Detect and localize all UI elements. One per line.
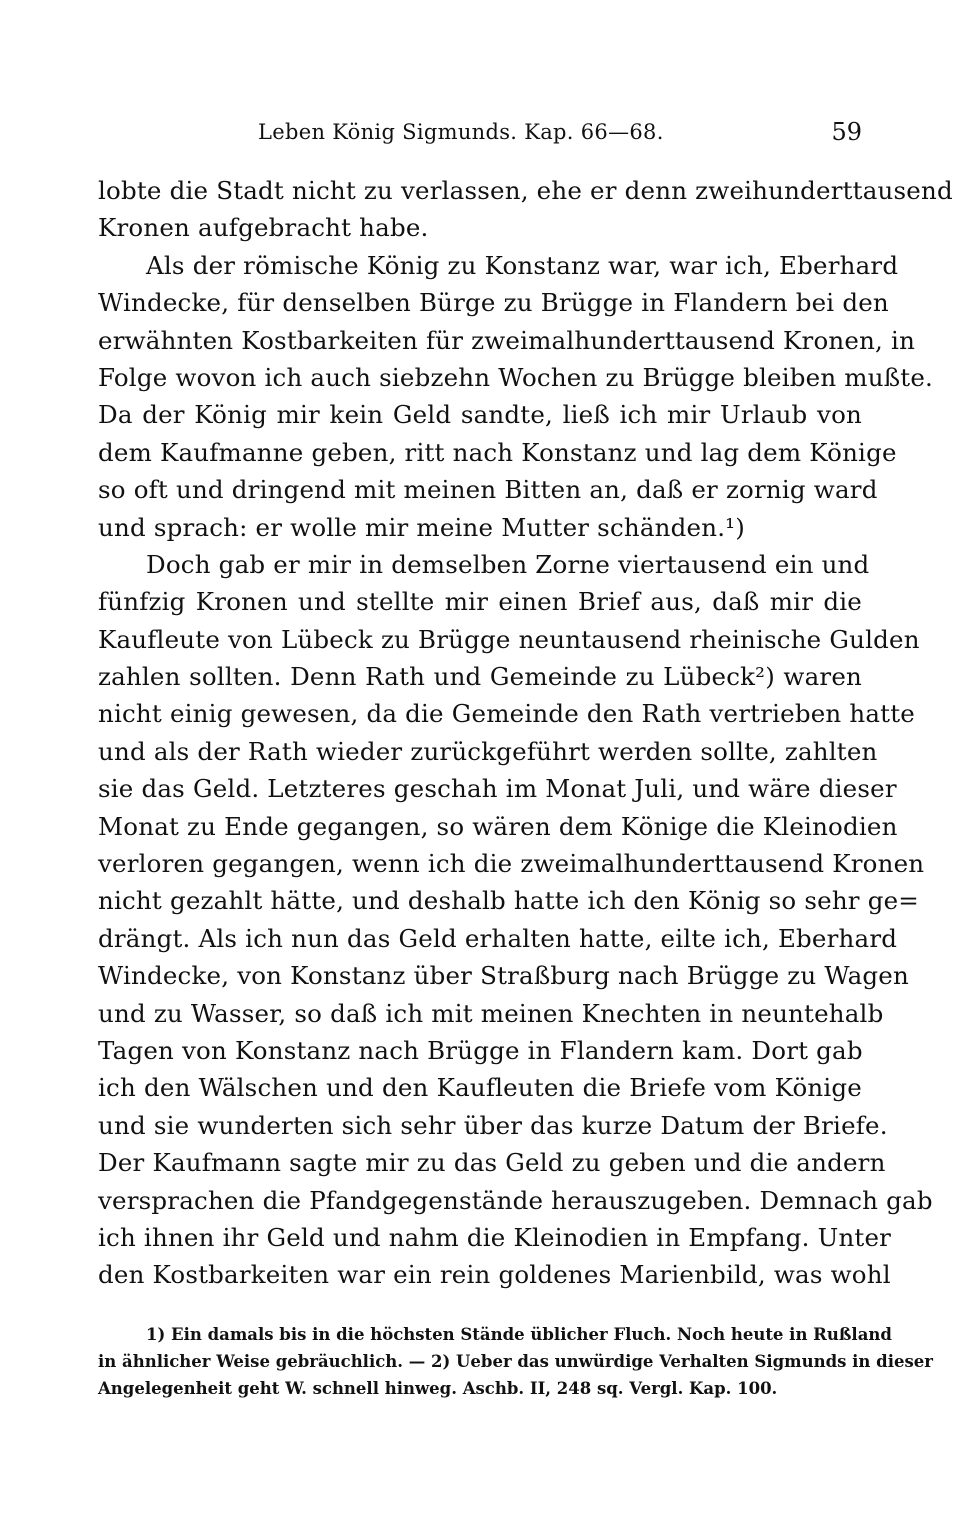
text-line: Kaufleute von Lübeck zu Brügge neuntausend rheinische Gulden	[98, 624, 920, 654]
footnotes	[98, 1321, 933, 1402]
text-line: Windecke, für denselben Bürge zu Brügge in Flandern bei den	[98, 288, 889, 318]
text-line: den Kostbarkeiten war ein rein goldenes Marienbild, was wohl	[98, 1260, 891, 1290]
footnote-line: in ähnlicher Weise gebräuchlich. — 2) Ueber das unwürdige Verhalten Sigmunds in dieser	[98, 1352, 933, 1371]
text-line: und sprach: er wolle mir meine Mutter schänden.¹)	[98, 512, 745, 542]
body-text	[98, 172, 953, 1294]
running-head	[98, 112, 862, 152]
text-line: erwähnten Kostbarkeiten für zweimalhunderttausend Kronen, in	[98, 325, 916, 355]
text-line: Tagen von Konstanz nach Brügge in Flandern kam. Dort gab	[98, 1035, 863, 1065]
text-line: drängt. Als ich nun das Geld erhalten hatte, eilte ich, Eberhard	[98, 923, 898, 953]
text-line: Monat zu Ende gegangen, so wären dem Könige die Kleinodien	[98, 811, 898, 841]
text-line: so oft und dringend mit meinen Bitten an, daß er zornig ward	[98, 475, 878, 505]
text-line: lobte die Stadt nicht zu verlassen, ehe er denn zweihunderttausend	[98, 176, 953, 205]
text-line: Kronen aufgebracht habe.	[98, 213, 429, 243]
running-title: Leben König Sigmunds. Kap. 66—68.	[258, 120, 664, 144]
text-line: und sie wunderten sich sehr über das kurze Datum der Briefe.	[98, 1110, 888, 1140]
text-line: nicht einig gewesen, da die Gemeinde den Rath vertrieben hatte	[98, 699, 915, 729]
text-line: ich ihnen ihr Geld und nahm die Kleinodien in Empfang. Unter	[98, 1222, 892, 1252]
footnote-line: 1) Ein damals bis in die höchsten Stände üblicher Fluch. Noch heute in Rußland	[146, 1325, 892, 1344]
text-line: Folge wovon ich auch siebzehn Wochen zu Brügge bleiben mußte.	[98, 362, 934, 392]
footnote-line: Angelegenheit geht W. schnell hinweg. Aschb. II, 248 sq. Vergl. Kap. 100.	[98, 1379, 778, 1398]
text-line: versprachen die Pfandgegenstände herauszugeben. Demnach gab	[98, 1185, 933, 1215]
text-line: Da der König mir kein Geld sandte, ließ ich mir Urlaub von	[98, 400, 862, 430]
text-line: fünfzig Kronen und stellte mir einen Brief aus, daß mir die	[98, 587, 862, 617]
text-line: ich den Wälschen und den Kaufleuten die Briefe vom Könige	[98, 1073, 862, 1103]
text-line: Der Kaufmann sagte mir zu das Geld zu geben und die andern	[98, 1148, 886, 1178]
text-line: zahlen sollten. Denn Rath und Gemeinde zu Lübeck²) waren	[98, 662, 862, 692]
text-line: sie das Geld. Letzteres geschah im Monat Juli, und wäre dieser	[98, 774, 897, 804]
text-line: Windecke, von Konstanz über Straßburg nach Brügge zu Wagen	[98, 961, 909, 991]
page-number: 59	[831, 118, 862, 146]
text-line: und zu Wasser, so daß ich mit meinen Knechten in neuntehalb	[98, 998, 884, 1028]
text-line: Als der römische König zu Konstanz war, war ich, Eberhard	[146, 250, 899, 280]
text-line: nicht gezahlt hätte, und deshalb hatte ich den König so sehr ge=	[98, 886, 920, 916]
text-line: verloren gegangen, wenn ich die zweimalhunderttausend Kronen	[98, 849, 925, 879]
text-line: Doch gab er mir in demselben Zorne viertausend ein und	[146, 549, 870, 579]
text-line: dem Kaufmanne geben, ritt nach Konstanz und lag dem Könige	[98, 437, 897, 467]
text-line: und als der Rath wieder zurückgeführt werden sollte, zahlten	[98, 736, 878, 766]
